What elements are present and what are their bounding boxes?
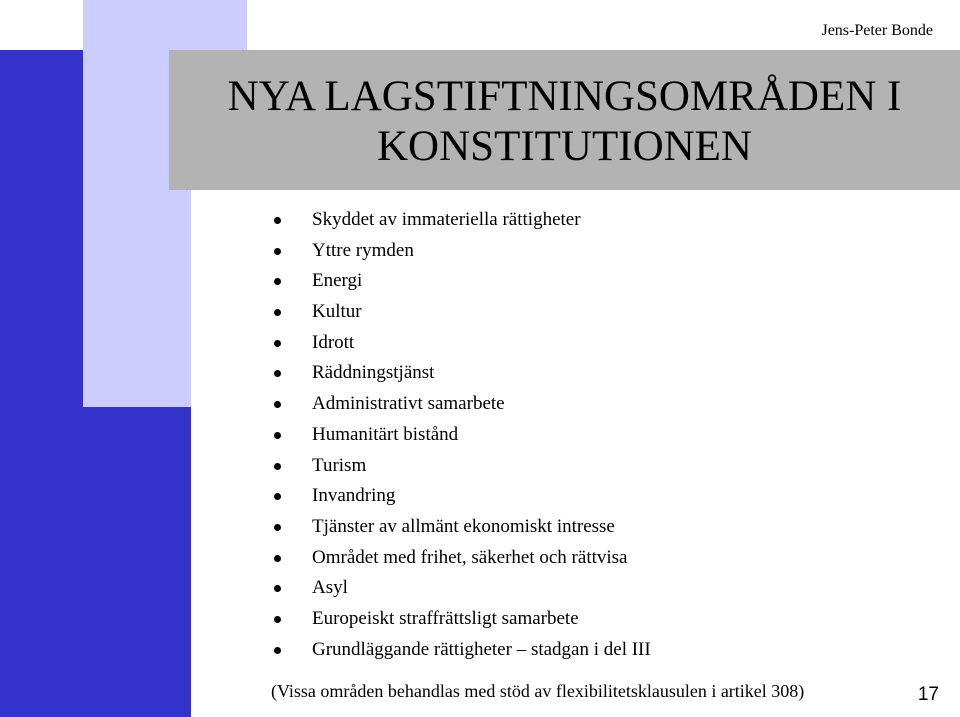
- bullet-text: Skyddet av immateriella rättigheter: [312, 209, 581, 230]
- bullet-item: [270, 328, 651, 359]
- bullet-icon: [274, 524, 281, 531]
- bullet-text: Administrativt samarbete: [312, 393, 505, 415]
- bullet-text: Tjänster av allmänt ekonomiskt intresse: [312, 515, 615, 537]
- slide-title-box: [169, 50, 960, 190]
- bullet-item: [270, 236, 651, 267]
- bullet-item: [270, 512, 651, 543]
- bullet-item: [270, 389, 651, 420]
- bullet-icon: [274, 370, 281, 377]
- bullet-icon: [274, 401, 281, 408]
- bullet-text: Turism: [312, 454, 367, 476]
- bullet-text: Energi: [312, 270, 363, 292]
- bullet-icon: [274, 585, 281, 592]
- bullet-text: Europeiskt straffrättsligt samarbete: [312, 607, 579, 629]
- bullet-icon: [274, 248, 281, 255]
- bullet-item: [270, 358, 651, 389]
- footnote: (Vissa områden behandlas med stöd av flexibilitetsklausulen i artikel 308): [271, 681, 805, 701]
- bullet-item: [270, 420, 651, 451]
- slide-title-line-1: NYA LAGSTIFTNINGSOMRÅDEN I: [227, 73, 902, 120]
- bullet-icon: [274, 217, 281, 224]
- bullet-text: Yttre rymden: [312, 239, 414, 261]
- bullet-item: [270, 451, 651, 482]
- page-number: 17: [917, 684, 939, 705]
- bullet-list: [270, 205, 651, 665]
- bullet-text: Idrott: [312, 331, 355, 353]
- bullet-icon: [274, 493, 281, 500]
- bullet-item: [270, 543, 651, 574]
- bullet-text: Kultur: [312, 301, 362, 323]
- bullet-item: [270, 573, 651, 604]
- bullet-item: [270, 266, 651, 297]
- author-name: Jens-Peter Bonde: [821, 22, 933, 39]
- bullet-text: Räddningstjänst: [312, 362, 435, 384]
- bullet-item: [270, 297, 651, 328]
- bullet-text: Asyl: [312, 577, 348, 599]
- bullet-icon: [274, 647, 281, 654]
- bullet-text: Humanitärt bistånd: [312, 423, 459, 445]
- bullet-icon: [274, 340, 281, 347]
- bullet-icon: [274, 463, 281, 470]
- bullet-text: Invandring: [312, 485, 396, 507]
- slide-title-line-2: KONSTITUTIONEN: [377, 123, 752, 170]
- bullet-item: [270, 604, 651, 635]
- bullet-icon: [274, 278, 281, 285]
- bullet-icon: [274, 555, 281, 562]
- bullet-icon: [274, 616, 281, 623]
- slide-content: [191, 190, 960, 717]
- bullet-icon: [274, 432, 281, 439]
- bullet-item: [270, 481, 651, 512]
- bullet-item: [270, 635, 651, 666]
- bullet-text: Området med frihet, säkerhet och rättvisa: [312, 546, 628, 568]
- bullet-text: Grundläggande rättigheter – stadgan i del III: [312, 638, 651, 660]
- bullet-item: [270, 205, 651, 236]
- bullet-icon: [274, 309, 281, 316]
